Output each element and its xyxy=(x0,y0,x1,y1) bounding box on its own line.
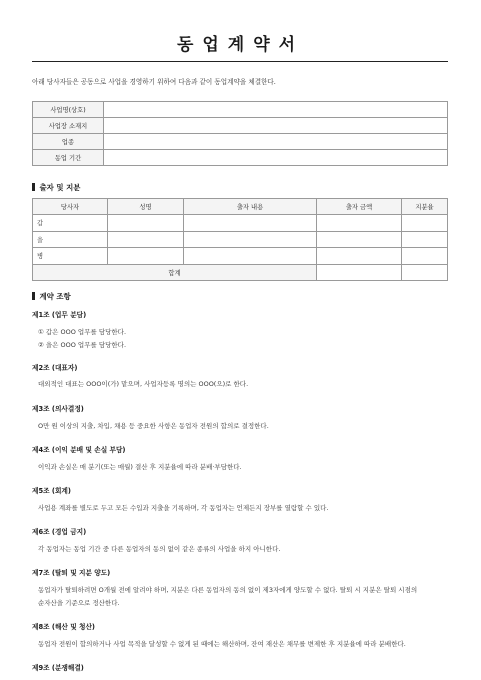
investment-heading-label: 출자 및 지분 xyxy=(39,183,81,192)
article-2-line-1: 대외적인 대표는 OOO이(가) 맡으며, 사업자등록 명의는 OOO(으)로 한다. xyxy=(38,380,249,388)
article-8-title: 제8조 (해산 및 청산) xyxy=(32,623,95,631)
article-1-title: 제1조 (업무 분담) xyxy=(32,311,87,319)
business-type-field[interactable] xyxy=(104,134,448,150)
share-cell[interactable] xyxy=(402,215,448,232)
terms-heading xyxy=(32,291,71,302)
article-3-line-1: O만 원 이상의 지출, 차입, 채용 등 중요한 사항은 동업자 전원의 합의로 결정한다. xyxy=(38,422,269,430)
table-row xyxy=(33,215,448,232)
business-address-field[interactable] xyxy=(104,118,448,134)
col-header-party: 당사자 xyxy=(33,199,108,215)
article-9-title: 제9조 (분쟁해결) xyxy=(32,664,84,672)
name-cell[interactable] xyxy=(108,215,184,232)
table-row xyxy=(33,102,448,118)
col-header-content: 출자 내용 xyxy=(184,199,317,215)
col-header-name: 성명 xyxy=(108,199,184,215)
name-cell[interactable] xyxy=(108,231,184,248)
article-7-line-1: 동업자가 탈퇴하려면 O개월 전에 알려야 하며, 지분은 다른 동업자의 동의 없이 제3자에게 양도할 수 없다. 탈퇴 시 지분은 탈퇴 시점의 xyxy=(38,586,418,594)
article-2-title: 제2조 (대표자) xyxy=(32,364,78,372)
amount-cell[interactable] xyxy=(317,248,402,265)
title-divider xyxy=(32,61,448,62)
article-1-line-2: ② 을은 OOO 업무를 담당한다. xyxy=(38,341,127,349)
terms-heading-label: 계약 조항 xyxy=(39,292,71,301)
article-8-line-1: 동업자 전원이 합의하거나 사업 목적을 달성할 수 없게 된 때에는 해산하며, 잔여 재산은 채무를 변제한 후 지분율에 따라 분배한다. xyxy=(38,640,406,648)
investment-table xyxy=(32,198,448,281)
total-share-cell[interactable] xyxy=(402,264,448,281)
col-header-share: 지분율 xyxy=(402,199,448,215)
table-row xyxy=(33,231,448,248)
business-address-label: 사업장 소재지 xyxy=(33,118,104,134)
table-row xyxy=(33,118,448,134)
article-4-title: 제4조 (이익 분배 및 손실 부담) xyxy=(32,446,126,454)
share-cell[interactable] xyxy=(402,231,448,248)
table-row xyxy=(33,150,448,166)
partnership-period-field[interactable] xyxy=(104,150,448,166)
article-5-line-1: 사업용 계좌를 별도로 두고 모든 수입과 지출을 기록하며, 각 동업자는 언제든지 장부를 열람할 수 있다. xyxy=(38,504,329,512)
partnership-period-label: 동업 기간 xyxy=(33,150,104,166)
table-row xyxy=(33,134,448,150)
amount-cell[interactable] xyxy=(317,215,402,232)
party-cell: 갑 xyxy=(33,215,108,232)
share-cell[interactable] xyxy=(402,248,448,265)
business-type-label: 업종 xyxy=(33,134,104,150)
article-6-title: 제6조 (경업 금지) xyxy=(32,528,87,536)
article-7-title: 제7조 (탈퇴 및 지분 양도) xyxy=(32,569,111,577)
amount-cell[interactable] xyxy=(317,231,402,248)
article-5-title: 제5조 (회계) xyxy=(32,487,71,495)
section-marker xyxy=(32,183,35,191)
intro-text: 아래 당사자들은 공동으로 사업을 경영하기 위하여 다음과 같이 동업계약을 체결한다. xyxy=(32,78,276,86)
business-info-table xyxy=(32,101,448,166)
total-row xyxy=(33,264,448,281)
content-cell[interactable] xyxy=(184,231,317,248)
article-7-line-2: 순자산을 기준으로 정산한다. xyxy=(38,599,120,607)
content-cell[interactable] xyxy=(184,215,317,232)
article-1-line-1: ① 갑은 OOO 업무를 담당한다. xyxy=(38,328,127,336)
article-6-line-1: 각 동업자는 동업 기간 중 다른 동업자의 동의 없이 같은 종류의 사업을 하지 아니한다. xyxy=(38,545,281,553)
business-name-label: 사업명(상호) xyxy=(33,102,104,118)
business-name-field[interactable] xyxy=(104,102,448,118)
table-header-row xyxy=(33,199,448,215)
investment-heading xyxy=(32,182,80,193)
name-cell[interactable] xyxy=(108,248,184,265)
content-cell[interactable] xyxy=(184,248,317,265)
total-label: 합계 xyxy=(33,264,317,281)
party-cell: 병 xyxy=(33,248,108,265)
article-3-title: 제3조 (의사결정) xyxy=(32,405,84,413)
table-row xyxy=(33,248,448,265)
total-amount-cell[interactable] xyxy=(317,264,402,281)
document-title: 동업계약서 xyxy=(176,35,305,55)
party-cell: 을 xyxy=(33,231,108,248)
section-marker xyxy=(32,292,35,300)
article-4-line-1: 이익과 손실은 매 분기(또는 매월) 결산 후 지분율에 따라 분배·부담한다. xyxy=(38,463,242,471)
col-header-amount: 출자 금액 xyxy=(317,199,402,215)
